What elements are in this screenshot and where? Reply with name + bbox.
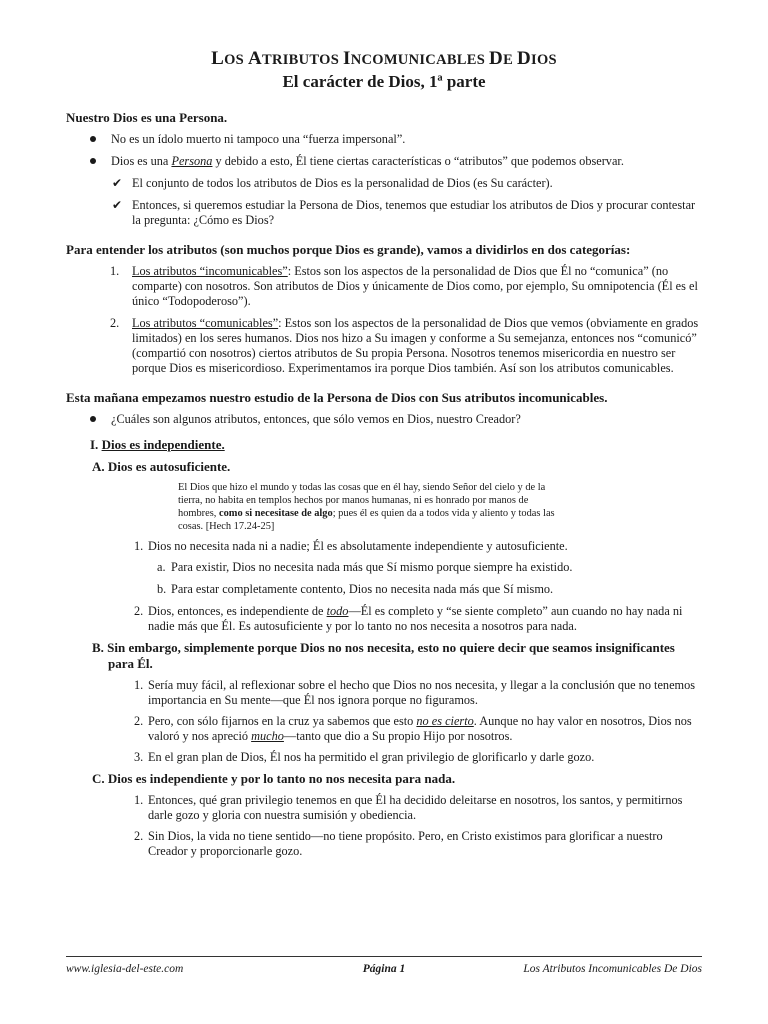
checkmark-icon: ✔	[112, 198, 123, 212]
bullet-icon	[90, 158, 96, 164]
footer-page-number: Página 1	[362, 963, 406, 975]
bullet-list	[66, 132, 702, 169]
outline-heading-i: I. Dios es independiente.	[90, 437, 225, 452]
bullet-icon	[90, 416, 96, 422]
list-item: No es un ídolo muerto ni tampoco una “fuerza impersonal”.	[66, 132, 702, 147]
numbered-list	[66, 604, 702, 634]
section-heading-estudio: Esta mañana empezamos nuestro estudio de la Persona de Dios con Sus atributos incomunicables.	[66, 390, 608, 405]
numbered-list	[66, 678, 702, 765]
bullet-list	[66, 412, 702, 427]
outline-heading-b: B. Sin embargo, simplemente porque Dios no nos necesita, esto no quiere decir que seamos insignificantes para Él.	[92, 640, 675, 671]
list-item: 2. Los atributos “comunicables”: Estos son los aspectos de la personalidad de Dios que vemos (obviamente en grados limitados) en los seres humanos. Dios nos hizo a Su imagen y conforme a Su semejanza, entonces nos “comunicó” (compartió con nosotros) ciertos atributos de Su propia Persona. Nosotros tenemos misericordia en nuestro ser porque Dios es misericordioso. Experimentamos ira porque Dios también. Así son los atributos comunicables.	[110, 316, 699, 375]
list-item: 2. Dios, entonces, es independiente de todo—Él es completo y “se siente completo” aun cuando no hay nada ni nadie más que Él. Es autosuficiente y por lo tanto no nos necesita a nosotros para nada.	[134, 604, 683, 633]
footer-document-title: Los Atributos Incomunicables De Dios	[523, 963, 702, 975]
list-item: ✔ Entonces, si queremos estudiar la Persona de Dios, tenemos que estudiar los atributos de Dios y procurar contestar la pregunta: ¿Cómo es Dios?	[112, 198, 696, 227]
list-item: 3. En el gran plan de Dios, Él nos ha permitido el gran privilegio de glorificarlo y darle gozo.	[134, 750, 595, 764]
outline-heading-c: C. Dios es independiente y por lo tanto no nos necesita para nada.	[92, 771, 456, 786]
section-heading-persona: Nuestro Dios es una Persona.	[66, 110, 228, 125]
list-item: b. Para estar completamente contento, Dios no necesita nada más que Sí mismo.	[157, 582, 554, 596]
footer-website-link[interactable]: www.iglesia-del-este.com	[66, 963, 184, 975]
document-page	[66, 48, 702, 865]
list-item: ¿Cuáles son algunos atributos, entonces, que sólo vemos en Dios, nuestro Creador?	[66, 412, 702, 427]
list-item: 2. Sin Dios, la vida no tiene sentido—no tiene propósito. Pero, en Cristo existimos para glorificar a nuestro Creador y proporcionarle gozo.	[134, 829, 663, 858]
numbered-list	[66, 264, 702, 376]
list-item: ✔ El conjunto de todos los atributos de Dios es la personalidad de Dios (es Su carácter).	[112, 176, 553, 190]
list-item: 1. Sería muy fácil, al reflexionar sobre el hecho que Dios no nos necesita, y llegar a la conclusión que no tenemos importancia en Su mente—que Él nos ignora porque no figuramos.	[134, 678, 696, 707]
list-item: a. Para existir, Dios no necesita nada más que Sí mismo porque siempre ha existido.	[157, 560, 573, 574]
document-subtitle: El carácter de Dios, 1ª parte	[282, 72, 486, 91]
checkmark-icon: ✔	[112, 176, 123, 190]
section-heading-categorias: Para entender los atributos (son muchos porque Dios es grande), vamos a dividirlos en dos categorías:	[66, 242, 631, 257]
list-item: 2. Pero, con sólo fijarnos en la cruz ya sabemos que esto no es cierto. Aunque no hay valor en nosotros, Dios nos valoró y nos apreció mucho—tanto que dio a Su propio Hijo por nosotros.	[134, 714, 692, 743]
document-title: LOS ATRIBUTOS INCOMUNICABLES DE DIOS	[211, 48, 557, 69]
list-item: 1. Entonces, qué gran privilegio tenemos en que Él ha decidido deleitarse en nosotros, los santos, y permitirnos darle gozo y gloria con nuestra sumisión y obediencia.	[134, 793, 683, 822]
list-item: 1. Dios no necesita nada ni a nadie; Él es absolutamente independiente y autosuficiente.	[134, 539, 568, 553]
list-item: 1. Los atributos “incomunicables”: Estos son los aspectos de la personalidad de Dios que Él no “comunica” (no comparte) con nosotros. Son atributos de Dios y únicamente de Dios como, por ejemplo, Su omnipotencia (Él es el único “Todopoderoso”).	[110, 264, 698, 308]
scripture-quote: El Dios que hizo el mundo y todas las cosas que en él hay, siendo Señor del cielo y de la tierra, no habita en templos hechos por manos humanas, ni es honrado por manos de hombres, como si necesitase de algo; pues él es quien da a todos vida y aliento y todas las cosas. [Hech 17.24-25]	[178, 482, 555, 532]
bullet-icon	[90, 136, 96, 142]
list-item: Dios es una Persona y debido a esto, Él tiene ciertas características o “atributos” que podemos observar.	[66, 154, 702, 169]
numbered-list	[66, 793, 702, 859]
checkmark-list	[66, 176, 702, 228]
numbered-list	[66, 539, 702, 554]
outline-heading-a: A. Dios es autosuficiente.	[92, 459, 231, 474]
footer-divider	[66, 956, 702, 957]
lettered-list	[66, 560, 702, 597]
